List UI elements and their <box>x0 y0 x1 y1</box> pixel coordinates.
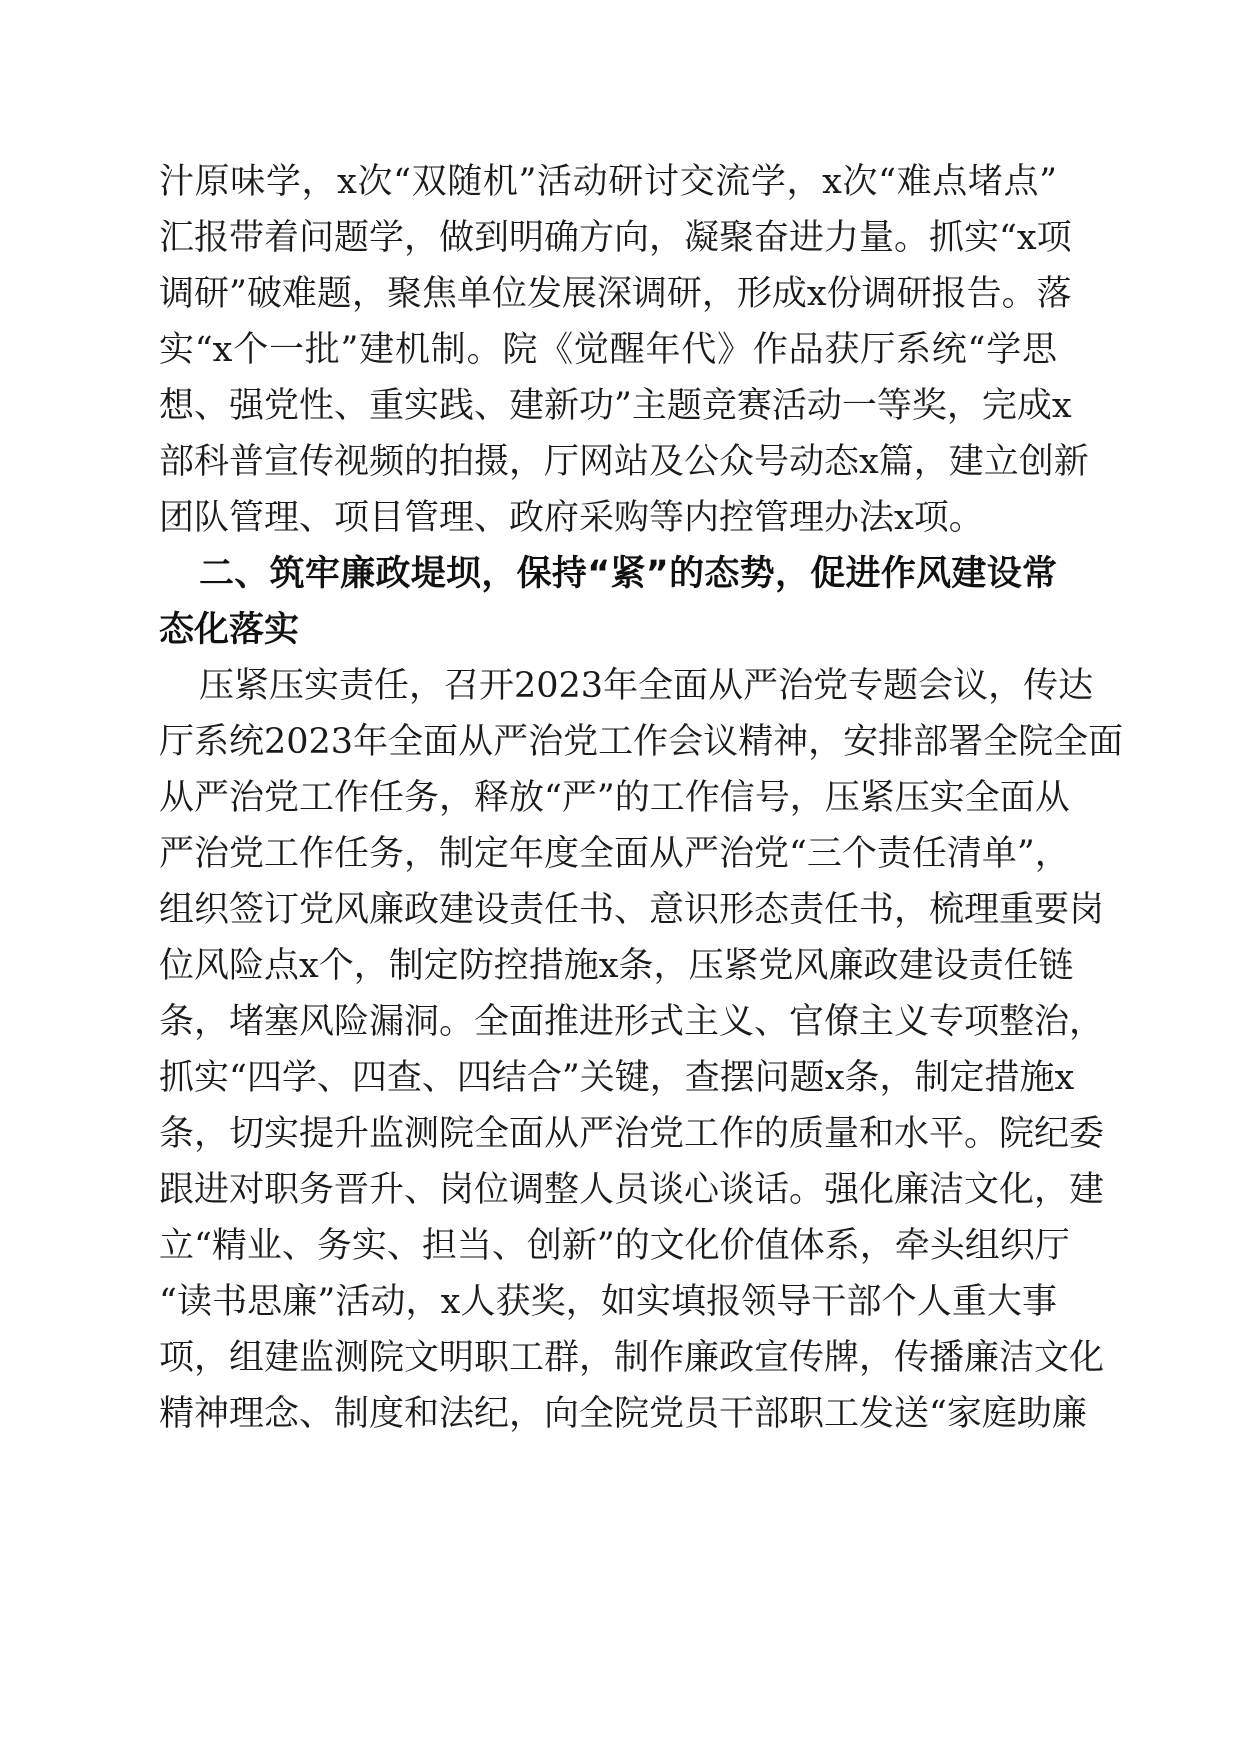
body-text-line: “读书思廉”活动，x人获奖，如实填报领导干部个人重大事 <box>159 1282 1057 1322</box>
body-text-line: 立“精业、务实、担当、创新”的文化价值体系，牵头组织厅 <box>159 1226 1070 1266</box>
body-text-line: 实“x个一批”建机制。院《觉醒年代》作品获厅系统“学思 <box>159 330 1057 370</box>
body-text-line: 汇报带着问题学，做到明确方向，凝聚奋进力量。抓实“x项 <box>159 218 1072 258</box>
section-heading: 二、筑牢廉政堤坝，保持“紧”的态势，促进作风建设常 <box>199 554 1057 594</box>
body-text-line: 从严治党工作任务，释放“严”的工作信号，压紧压实全面从 <box>159 778 1070 818</box>
body-text-line: 汁原味学，x次“双随机”活动研讨交流学，x次“难点堵点” <box>159 162 1057 202</box>
body-text-line: 想、强党性、重实践、建新功”主题竞赛活动一等奖，完成x <box>159 386 1072 426</box>
body-text-line: 精神理念、制度和法纪，向全院党员干部职工发送“家庭助廉 <box>159 1394 1087 1434</box>
body-text-line: 条，切实提升监测院全面从严治党工作的质量和水平。院纪委 <box>159 1114 1105 1154</box>
body-text-line: 项，组建监测院文明职工群，制作廉政宣传牌，传播廉洁文化 <box>159 1338 1105 1378</box>
body-text-line: 部科普宣传视频的拍摄，厅网站及公众号动态x篇，建立创新 <box>159 442 1089 482</box>
body-text-line: 厅系统2023年全面从严治党工作会议精神，安排部署全院全面 <box>159 722 1124 762</box>
body-text-line: 组织签订党风廉政建设责任书、意识形态责任书，梳理重要岗 <box>159 890 1105 930</box>
body-text-line: 团队管理、项目管理、政府采购等内控管理办法x项。 <box>159 498 984 538</box>
body-text-line: 抓实“四学、四查、四结合”关键，查摆问题x条，制定措施x <box>159 1058 1075 1098</box>
body-text-line: 位风险点x个，制定防控措施x条，压紧党风廉政建设责任链 <box>159 946 1074 986</box>
body-text-line: 严治党工作任务，制定年度全面从严治党“三个责任清单”， <box>159 834 1070 874</box>
section-heading: 态化落实 <box>159 610 300 650</box>
body-text-line: 跟进对职务晋升、岗位调整人员谈心谈话。强化廉洁文化，建 <box>159 1170 1105 1210</box>
body-text-line: 调研”破难题，聚焦单位发展深调研，形成x份调研报告。落 <box>159 274 1072 314</box>
body-text-line: 条，堵塞风险漏洞。全面推进形式主义、官僚主义专项整治， <box>159 1002 1105 1042</box>
body-text-line: 压紧压实责任，召开2023年全面从严治党专题会议，传达 <box>199 666 1094 706</box>
